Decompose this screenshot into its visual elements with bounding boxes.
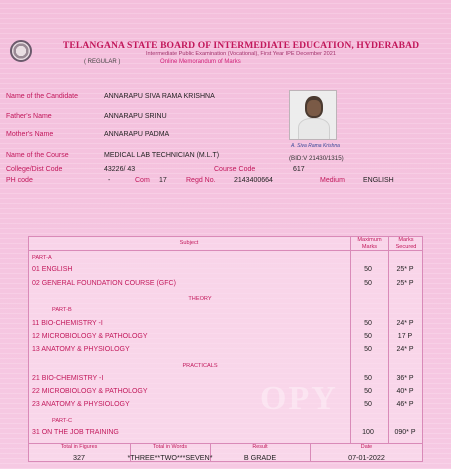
- date-label: Date: [360, 444, 373, 450]
- memo-title: Online Memorandum of Marks: [160, 59, 241, 65]
- candidate-name: ANNARAPU SIVA RAMA KRISHNA: [104, 93, 215, 100]
- secured-marks: 36* P: [396, 375, 414, 382]
- secured-marks: 40* P: [396, 388, 414, 395]
- com-code: 17: [159, 177, 167, 184]
- board-title: TELANGANA STATE BOARD OF INTERMEDIATE EDUCATION, HYDERABAD: [62, 40, 420, 51]
- board-seal-icon: [10, 40, 32, 62]
- father-label: Father's Name: [6, 113, 52, 120]
- marks-secured-header: Marks Secured: [395, 237, 417, 250]
- mother-name: ANNARAPU PADMA: [104, 131, 170, 138]
- theory-label: THEORY: [188, 296, 212, 302]
- medium-label: Medium: [320, 177, 345, 184]
- max-marks: 50: [364, 266, 372, 273]
- regd-number: 2143400664: [234, 177, 273, 184]
- subject-row: 23 ANATOMY & PHYSIOLOGY: [32, 401, 130, 408]
- photo-face: [307, 100, 321, 116]
- max-marks: 50: [364, 388, 372, 395]
- secured-marks: 25* P: [396, 266, 414, 273]
- part-b-label: PART-B: [52, 307, 72, 313]
- father-name: ANNARAPU SRINU: [104, 113, 167, 120]
- max-marks: 50: [364, 346, 372, 353]
- ph-code: -: [108, 177, 111, 184]
- result-label: Result: [252, 444, 268, 450]
- course-code-label: Course Code: [214, 166, 256, 173]
- part-c-label: PART-C: [52, 418, 72, 424]
- mother-label: Mother's Name: [6, 131, 54, 138]
- subject-row: 21 BIO-CHEMISTRY -I: [32, 375, 104, 382]
- date-value: 07-01-2022: [348, 453, 385, 462]
- subject-header: Subject: [179, 240, 199, 246]
- regular-label: ( REGULAR ): [84, 59, 121, 65]
- subject-row: 01 ENGLISH: [32, 266, 73, 273]
- college-code: 43226/ 43: [104, 166, 136, 173]
- max-marks: 50: [364, 401, 372, 408]
- total-figures: 327: [73, 453, 85, 462]
- practicals-label: PRACTICALS: [182, 363, 218, 369]
- subject-row: 12 MICROBIOLOGY & PATHOLOGY: [32, 333, 148, 340]
- copy-watermark: OPY: [260, 380, 338, 417]
- total-words-label: Total in Words: [152, 444, 188, 450]
- regd-label: Regd No.: [186, 177, 216, 184]
- max-marks: 100: [362, 429, 374, 436]
- secured-marks: 090* P: [394, 429, 416, 436]
- college-label: College/Dist Code: [6, 166, 63, 173]
- photo-body: [298, 118, 330, 140]
- secured-marks: 24* P: [396, 346, 414, 353]
- subject-row: 11 BIO-CHEMISTRY -I: [32, 320, 103, 327]
- subject-row: 13 ANATOMY & PHYSIOLOGY: [32, 346, 130, 353]
- name-label: Name of the Candidate: [6, 93, 78, 100]
- secured-marks: 24* P: [396, 320, 414, 327]
- max-marks: 50: [364, 375, 372, 382]
- board-subtitle: Intermediate Public Examination (Vocational), First Year IPE December 2021: [146, 51, 336, 57]
- subject-row: 02 GENERAL FOUNDATION COURSE (GFC): [32, 280, 176, 287]
- total-figures-label: Total in Figures: [60, 444, 98, 450]
- subject-row: 31 ON THE JOB TRAINING: [32, 429, 119, 436]
- medium-value: ENGLISH: [363, 177, 394, 184]
- secured-marks: 25* P: [396, 280, 414, 287]
- part-a-label: PART-A: [32, 255, 52, 261]
- com-label: Com: [135, 177, 150, 184]
- bid-code: (BID:V 21430/1315): [289, 155, 344, 162]
- result-value: B GRADE: [243, 453, 277, 462]
- candidate-photo: [289, 90, 337, 140]
- max-marks: 50: [364, 280, 372, 287]
- ph-label: PH code: [6, 177, 33, 184]
- candidate-signature: A. Siva Rama Krishna: [291, 143, 340, 149]
- max-marks: 50: [364, 320, 372, 327]
- course-label: Name of the Course: [6, 152, 69, 159]
- max-marks-header: Maximum Marks: [357, 237, 382, 250]
- secured-marks: 46* P: [396, 401, 414, 408]
- course-code: 617: [293, 166, 305, 173]
- table-divider: [28, 250, 423, 251]
- max-marks: 50: [364, 333, 372, 340]
- secured-marks: 17 P: [397, 333, 413, 340]
- course-name: MEDICAL LAB TECHNICIAN (M.L.T): [104, 152, 220, 159]
- subject-row: 22 MICROBIOLOGY & PATHOLOGY: [32, 388, 148, 395]
- total-words: *THREE**TWO***SEVEN*: [127, 453, 213, 462]
